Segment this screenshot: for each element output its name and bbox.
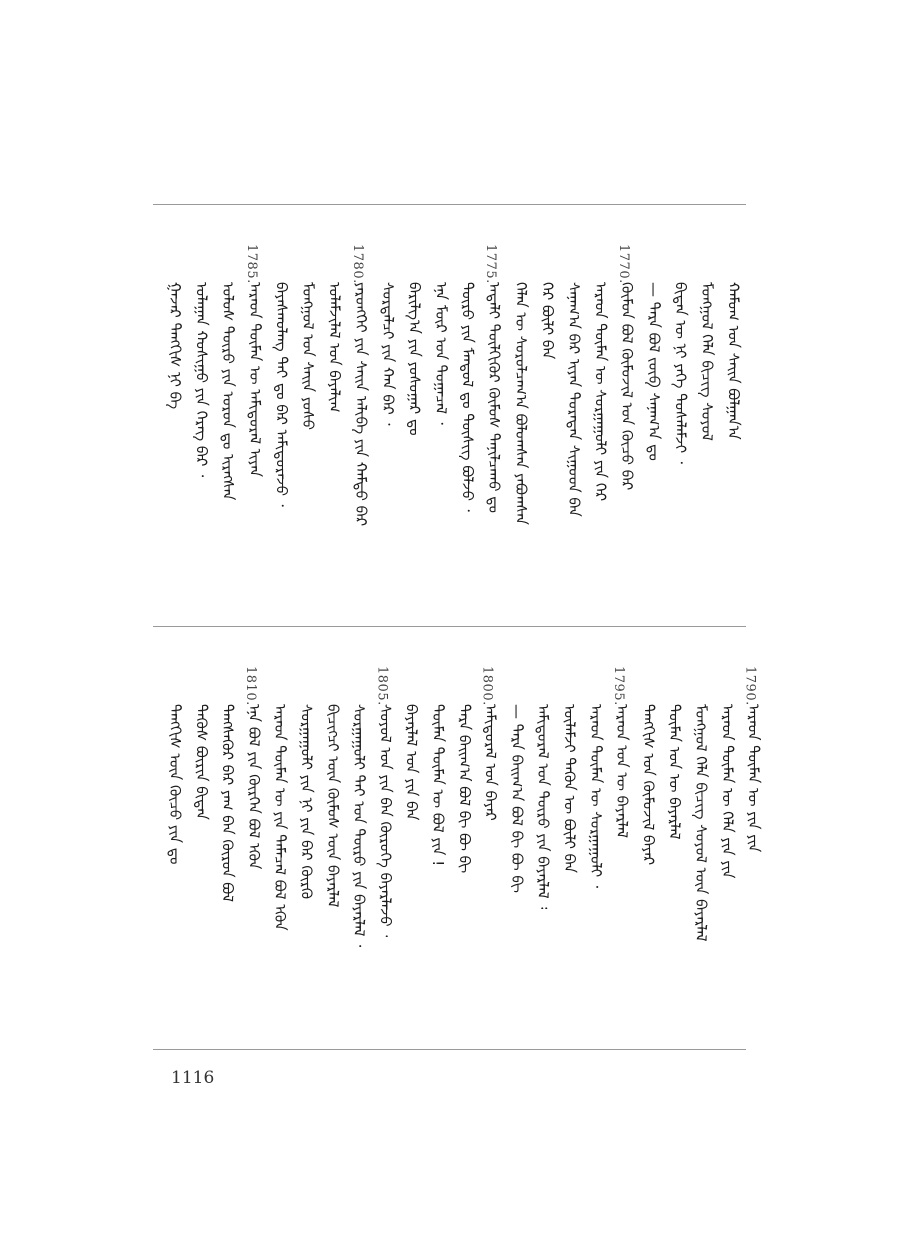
line-number: 1810. (242, 666, 258, 706)
verse-line: ᠮᠣᠩᠭᠣᠯ ᠬᠡᠯᠡ ᠪᠢᠴᠢᠭ ᠰᠣᠶᠣᠯ ᠦᠨ ᠪᠠᠶᠠᠷᠯᠠᠯ (692, 704, 710, 942)
verse-line: — ᠲᠡᠷᠡ ᠪᠠᠢᠭ᠎ᠠ ᠪᠣᠯ ᠪᠢ ᠪᠦ ᠪᠢ (507, 704, 526, 893)
line-number: 1785. (243, 244, 259, 284)
bottom-divider (153, 1049, 746, 1050)
verse-line: ᠠᠷᠠᠳ ᠲᠦᠮᠡᠨ ᠦ ᠬᠡᠯᠡ ᠶᠢᠨ ᠶᠢᠨ (718, 704, 737, 879)
verse-line: ᠠᠷᠠᠳ ᠲᠦᠮᠡᠨ ᠦ ᠰᠤᠷᠭᠠᠭᠤᠯᠢ ᠶᠢᠨ ᠭᠡᠷ (591, 282, 610, 502)
middle-divider (153, 626, 746, 627)
verse-line: ᠲᠡᠷᠡ ᠪᠠᠢᠭ᠎ᠠ ᠪᠣᠯ ᠪᠢ ᠪᠦ ᠪᠢ (455, 704, 474, 874)
line-number: 1770. (616, 244, 632, 284)
verse-line: ᠲᠡᠩᠭᠢᠰ ᠦᠨ ᠬᠦᠴᠦ ᠶᠢᠨ ᠳᠤ (166, 704, 184, 865)
verse-line: ᠪᠠᠶᠠᠰᠬᠤᠯᠠᠩ ᠲᠠᠢ ᠳᠤ ᠪᠠᠷ ᠠᠮᠢᠳᠤᠷᠠᠵᠤ ᠂ (272, 282, 291, 507)
verse-line: ᠲᠡᠭᠦᠰ ᠪᠦᠷᠢᠨ ᠪᠢᠳᠡᠨ (192, 704, 211, 820)
verse-line: ᠲᠦᠮᠡᠨ ᠲᠦᠮᠡᠨ ᠦ ᠪᠣᠯ ᠶᠢᠨ ! (429, 704, 447, 867)
verse-line: ᠰᠠᠨᠠᠭ᠎ᠠ ᠪᠠᠷ ᠢᠶᠠᠨ ᠳᠤᠷᠠᠳᠠᠨ ᠰᠢᠭᠤᠳ ᠪᠡᠨ (565, 282, 583, 517)
verse-line: ᠡᠨᠡ ᠪᠣᠯ ᠶᠢᠨ ᠬᠦᠷᠭᠡᠨ ᠪᠣᠯ ᠡᠭᠦᠨ (244, 704, 263, 870)
line-number: 1800. (479, 666, 495, 706)
verse-line: ᠮᠣᠩᠭᠣᠯ ᠤᠨ ᠰᠠᠢᠨ ᠶᠣᠰᠣ (299, 282, 317, 430)
verse-line: ᠪᠢᠴᠢᠭᠴᠢ ᠦᠨ ᠬᠦᠮᠦᠰ ᠦᠨ ᠪᠠᠶᠠᠷᠯᠠᠯ (323, 704, 342, 908)
line-number: 1780. (350, 244, 366, 284)
verse-line: ᠪᠢᠳᠡᠨ ᠦ ᠨᠢ ᠶᠡᠬᠡ ᠲᠤᠰᠠᠯᠠᠮᠵᠢ ᠂ (671, 282, 690, 464)
verse-line: ᠠᠷᠠᠳ ᠲᠦᠮᠡᠨ ᠦ ᠠᠮᠢᠳᠤᠷᠠᠯ ᠢᠶᠠᠨ (245, 282, 264, 478)
verse-line: ᠠᠳᠠᠯᠢ ᠲᠦᠯᠬᠢᠭᠦᠷ ᠬᠦᠮᠦᠰ ᠲᠠᠨᠢᠯᠴᠠᠬᠤ ᠳᠤ (485, 282, 504, 513)
verse-line: ᠰᠤᠷᠭᠠᠭᠤᠯᠢ ᠶᠢᠨ ᠨᠢ ᠶᠢᠨ ᠪᠠᠷ ᠬᠦᠷᠬᠦ (297, 704, 316, 900)
verse-line: ᠪᠠᠶᠠᠷᠯᠠᠯ ᠤᠨ ᠶᠢᠨ ᠪᠠᠨ (402, 704, 421, 821)
verse-line: ᠬᠡᠯᠡᠨ ᠦ ᠰᠤᠷᠤᠯᠴᠠᠭ᠎ᠠ ᠪᠣᠯᠤᠭᠰᠠᠨ ᠶᠠᠪᠤᠭᠰᠠᠨ (511, 282, 530, 525)
verse-line: ᠰᠤᠷᠲᠠᠯᠴᠢ ᠶᠢᠨ ᠬᠠᠨ ᠪᠠᠷ ᠂ (378, 282, 397, 426)
verse-line: ᠲᠦᠮᠡᠨ ᠤᠨ ᠦ ᠪᠠᠶᠠᠷᠯᠠᠯ (665, 704, 684, 840)
verse-line: ᠤᠯᠠᠮᠵᠢᠯᠠᠯ ᠤᠨ ᠪᠠᠶᠠᠯᠢᠭ (325, 282, 344, 413)
verse-line: ᠠᠮᠢᠳᠤᠷᠠᠯ ᠤᠨ ᠪᠠᠶᠠᠷ (481, 704, 500, 821)
verse-line: ᠬᠠᠮᠤᠭ ᠤᠨ ᠰᠠᠢᠨ ᠪᠣᠯᠭᠠᠨ᠎ᠠ (724, 282, 743, 440)
verse-line: ᠠᠷᠠᠳ ᠲᠦᠮᠡᠨ ᠦ ᠶᠢᠨ ᠶᠢᠨ (744, 704, 763, 853)
top-divider (153, 204, 746, 205)
verse-line: ᠭᠡᠷ ᠪᠦᠯᠢ ᠪᠡᠨ (538, 282, 557, 360)
verse-line: ᠲᠦᠷᠦ ᠶᠢᠨ ᠮᠠᠨᠳᠤᠯ ᠳᠤ ᠲᠦᠰᠢᠭ ᠪᠣᠯᠵᠤ ᠂ (458, 282, 477, 512)
verse-line: ᠰᠤᠷᠭᠠᠭᠤᠯᠢ ᠲᠠᠢ ᠤᠨ ᠲᠦᠷᠦ ᠶᠢᠨ ᠪᠠᠶᠠᠷᠯᠠᠯ ᠂ (350, 704, 369, 948)
verse-line: ᠶᠡᠷᠦᠩᠬᠡᠢ ᠶᠢᠨ ᠰᠠᠢᠨ ᠠᠯᠢᠪᠠ ᠶᠢᠨ ᠬᠠᠮᠲᠤ ᠪᠡᠷ (352, 282, 371, 527)
verse-line: ᠬᠦᠮᠦᠨ ᠪᠣᠯ ᠬᠦᠮᠦᠵᠢᠯ ᠤᠨ ᠬᠦᠴᠦ ᠪᠠᠷ (618, 282, 637, 491)
verse-line: ᠲᠡᠩᠰᠡᠭᠦᠷ ᠪᠡᠷ ᠶᠠᠭ ᠪᠠᠨ ᠬᠦᠷᠦᠨ ᠪᠣᠯ (218, 704, 237, 903)
verse-line: ᠦᠯᠡᠮᠵᠢ ᠲᠡᠭᠦᠨ ᠦ ᠪᠦᠯᠢ ᠪᠡᠨ (560, 704, 579, 874)
verse-line: ᠠᠷᠠᠳ ᠲᠦᠮᠡᠨ ᠦ ᠰᠤᠷᠭᠠᠭᠤᠯᠢ ᠂ (586, 704, 605, 889)
line-number: 1790. (742, 666, 758, 706)
verse-line: ᠤᠯᠠᠭᠠᠨ ᠬᠣᠰᠢᠭᠤ ᠶᠢᠨ ᠬᠡᠷᠡᠭ ᠪᠡᠷ ᠂ (192, 282, 211, 478)
line-number: 1795. (611, 666, 627, 706)
line-number: 1775. (483, 244, 499, 284)
verse-line: ᠲᠡᠩᠭᠢᠰ ᠤᠨ ᠬᠦᠮᠦᠵᠢᠯ ᠪᠠᠶᠠᠷ (639, 704, 658, 866)
verse-line: ᠡᠨᠡ ᠮᠦᠷ ᠤᠨ ᠲᠣᠭᠠᠴᠠᠯ ᠂ (432, 282, 450, 425)
verse-line: ᠭᠠᠵᠠᠷ ᠲᠡᠩᠭᠢᠰ ᠨᠢ ᠪᠠ (166, 282, 184, 410)
verse-line: ᠮᠣᠩᠭᠣᠯ ᠬᠡᠯᠡ ᠪᠢᠴᠢᠭ ᠰᠣᠶᠣᠯ (698, 282, 716, 441)
verse-line: — ᠲᠡᠷᠡ ᠪᠣᠯ ᠵᠦᠪ ᠰᠠᠨᠠᠭ᠎ᠠ ᠳᠤ (644, 282, 663, 461)
verse-line: ᠰᠣᠶᠣᠯ ᠤᠨ ᠶᠢᠨ ᠪᠠᠨ ᠬᠦᠷᠦᠭᠡ ᠪᠠᠶᠠᠷᠯᠠᠵᠤ ᠂ (376, 704, 395, 938)
line-number: 1805. (374, 666, 390, 706)
page-number: 1116 (171, 1068, 215, 1088)
verse-line: ᠠᠷᠠᠳ ᠤᠨ ᠦ ᠪᠠᠶᠠᠷᠯᠠᠯ (613, 704, 632, 838)
verse-line: ᠤᠯᠤᠰ ᠲᠦᠷᠦ ᠶᠢᠨ ᠣᠷᠣᠨ ᠳᠤ ᠢᠷᠡᠭᠰᠡᠨ (219, 282, 238, 501)
verse-line: ᠪᠠᠷᠢᠯᠭ᠎ᠠ ᠶᠢᠨ ᠶᠣᠰᠣᠭᠠᠷ ᠳᠤ (405, 282, 424, 436)
verse-line: ᠠᠷᠠᠳ ᠲᠦᠮᠡᠨ ᠦ ᠶᠢᠨ ᠲᠡᠮᠡᠴᠡᠯ ᠪᠣᠯ ᠡᠭᠦᠨ (271, 704, 290, 931)
verse-line: ᠠᠮᠢᠳᠤᠷᠠᠯ ᠤᠨ ᠲᠦᠷᠦ ᠶᠢᠨ ᠪᠠᠶᠠᠷᠯᠠᠯ ᠄ (534, 704, 553, 910)
